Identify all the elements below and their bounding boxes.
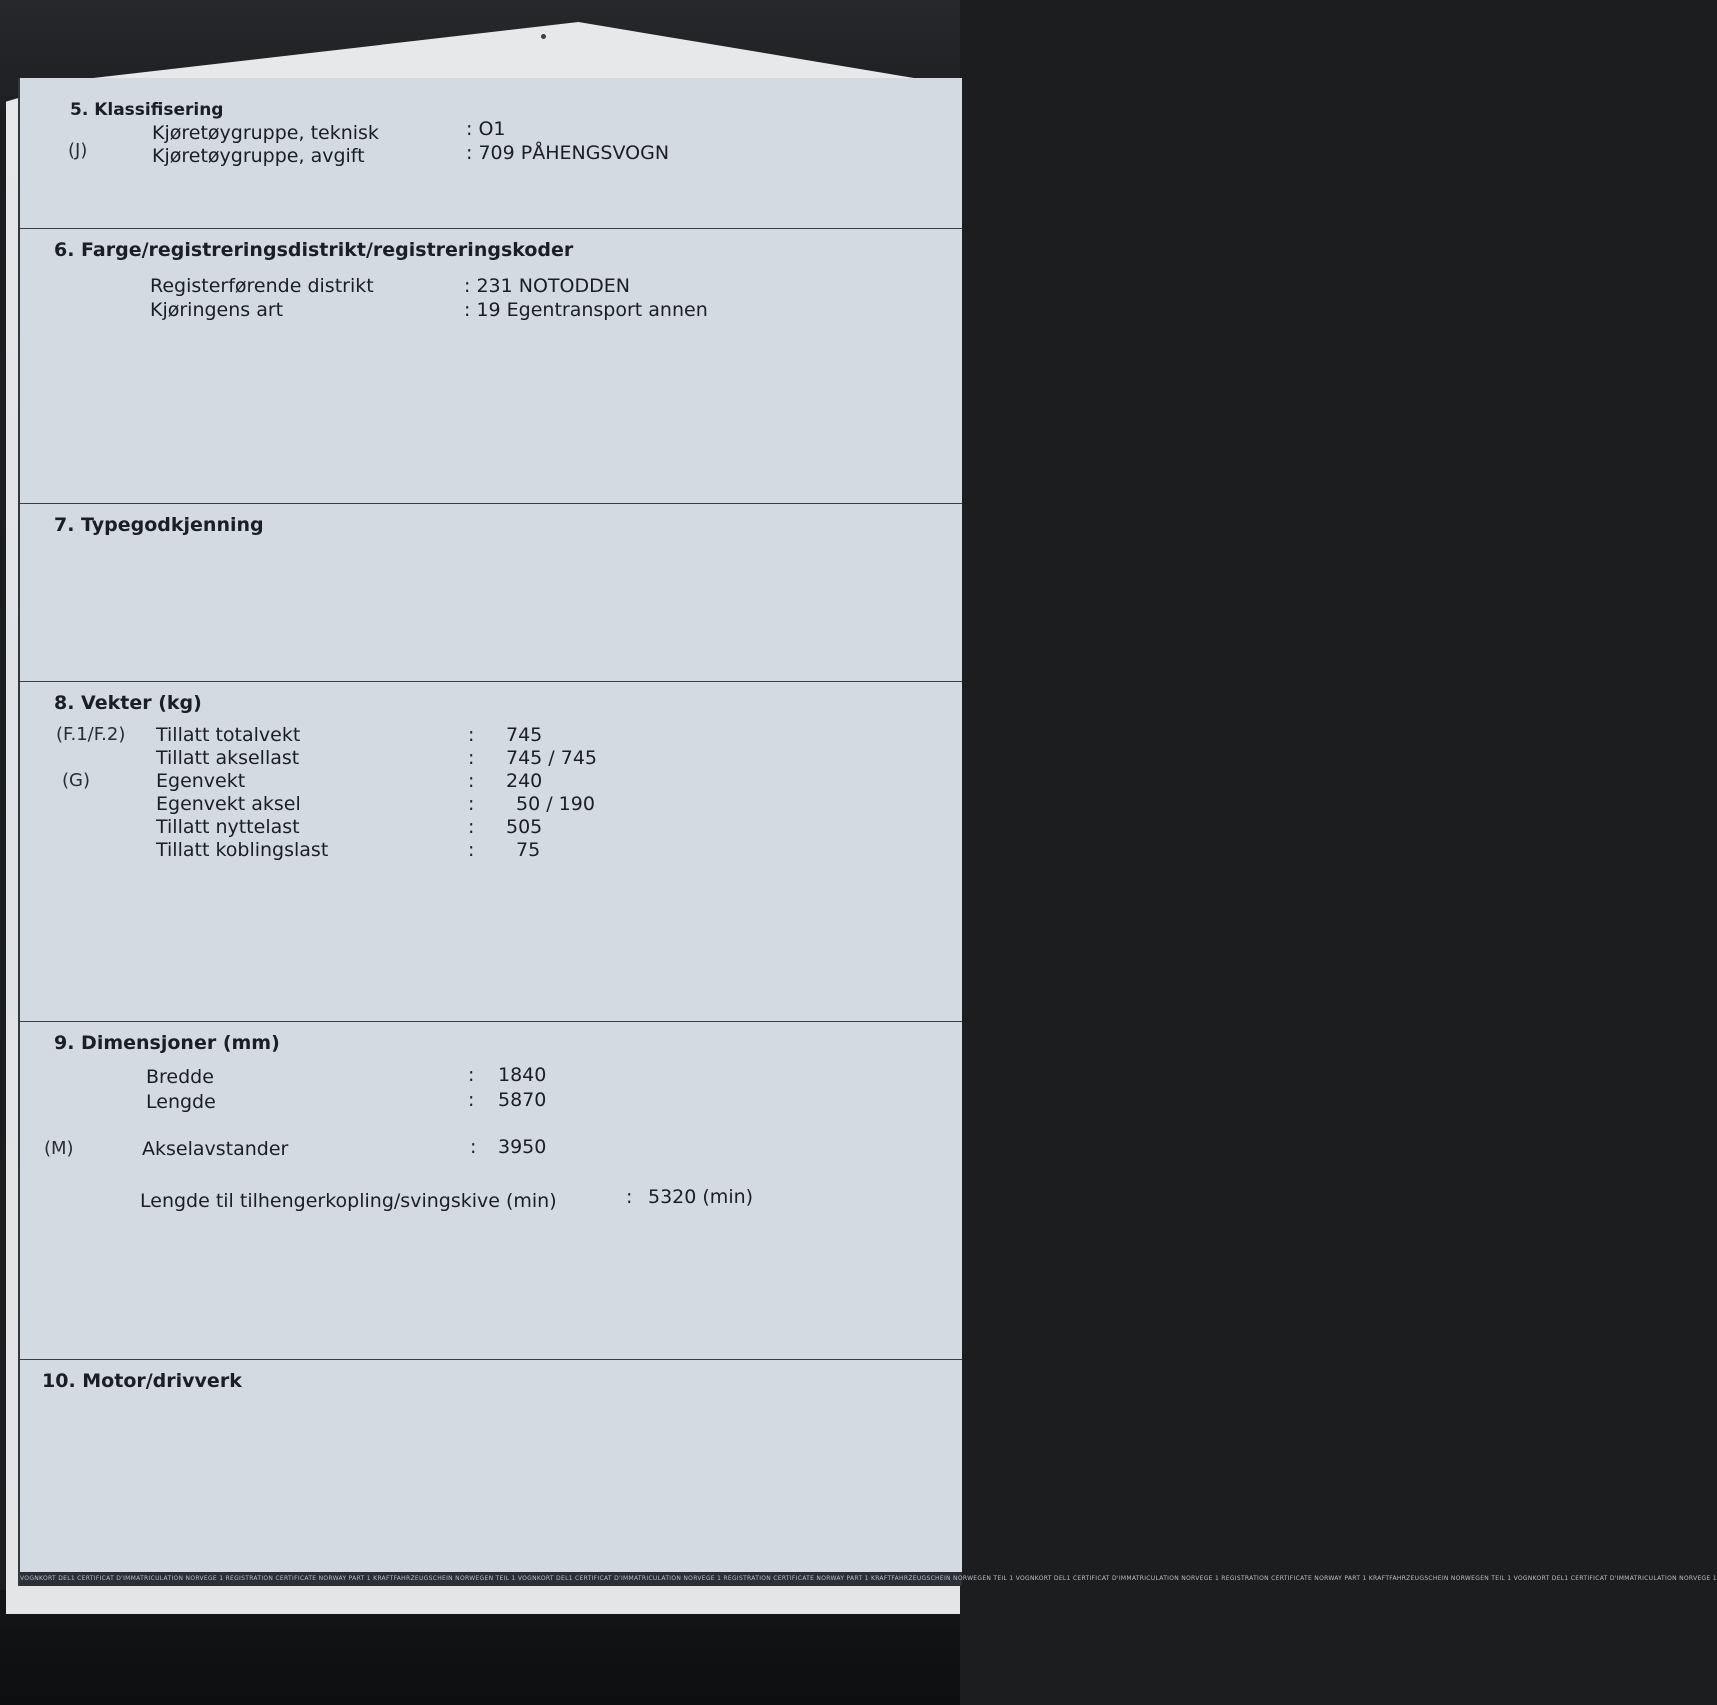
colon: :	[468, 770, 475, 792]
value-axle-distance: 3950	[498, 1136, 547, 1158]
colon: :	[468, 839, 475, 861]
section-title-district: 6. Farge/registreringsdistrikt/registreringskoder	[54, 239, 574, 261]
label-axle-distance: Akselavstander	[142, 1138, 289, 1160]
colon: :	[468, 1089, 475, 1111]
section-dimensions	[20, 1021, 962, 1360]
section-title-weights: 8. Vekter (kg)	[54, 692, 202, 714]
value-vehicle-group-technical: : O1	[466, 118, 506, 140]
security-print-band: VOGNKORT DEL1 CERTIFICAT D'IMMATRICULATION NORVEGE 1 REGISTRATION CERTIFICATE NORWAY PART 1 KRAFTFAHRZEUGSCHEIN NORWEGEN TEIL 1 VOGNKORT DEL1 CERTIFICAT D'IMMATRICULATION NORVEGE 1 REGISTRATION CERTIFICATE NORWAY PART 1 KRAFTFAHRZEUGSCHEIN NORWEGEN TEIL 1 VOGNKORT DEL1 CERTIFICAT D'IMMATRICULATION NORVEGE 1 REGISTRATION CERTIFICATE NORWAY PART 1 KRAFTFAHRZEUGSCHEIN NORWEGEN TEIL 1 VOGNKORT DEL1 CERTIFICAT D'IMMATRICULATION NORVEGE 1	[20, 1572, 962, 1586]
label-vehicle-group-tax: Kjøretøygruppe, avgift	[152, 145, 365, 167]
colon: :	[468, 793, 475, 815]
label-width: Bredde	[146, 1066, 214, 1088]
value-permitted-axle-load: 745 / 745	[506, 747, 598, 769]
section-type-approval	[20, 503, 962, 682]
section-color-district-codes	[20, 228, 962, 504]
section-title-classification: 5. Klassifisering	[70, 100, 224, 120]
value-curb-weight-axle: 50 / 190	[516, 793, 595, 815]
label-permitted-axle-load: Tillatt aksellast	[156, 747, 300, 769]
label-driving-type: Kjøringens art	[150, 299, 284, 321]
label-permitted-coupling-load: Tillatt koblingslast	[156, 839, 329, 861]
colon: :	[468, 724, 475, 746]
code-g: (G)	[62, 770, 90, 791]
label-vehicle-group-technical: Kjøretøygruppe, teknisk	[152, 122, 379, 144]
code-j: (J)	[68, 140, 88, 161]
value-width: 1840	[498, 1064, 547, 1086]
colon: :	[468, 747, 475, 769]
label-permitted-total-weight: Tillatt totalvekt	[156, 724, 301, 746]
label-registering-district: Registerførende distrikt	[150, 275, 374, 297]
colon: :	[468, 816, 475, 838]
label-curb-weight-axle: Egenvekt aksel	[156, 793, 301, 815]
punch-mark	[541, 34, 546, 39]
value-length: 5870	[498, 1089, 547, 1111]
value-permitted-payload: 505	[506, 816, 543, 838]
label-length-to-coupling: Lengde til tilhengerkopling/svingskive (min)	[140, 1190, 557, 1212]
section-title-engine: 10. Motor/drivverk	[42, 1370, 242, 1392]
code-m: (M)	[44, 1138, 74, 1159]
colon: :	[470, 1136, 477, 1158]
value-registering-district: : 231 NOTODDEN	[464, 275, 630, 297]
value-permitted-total-weight: 745	[506, 724, 543, 746]
value-driving-type: : 19 Egentransport annen	[464, 299, 708, 321]
value-permitted-coupling-load: 75	[516, 839, 541, 861]
section-weights	[20, 681, 962, 1022]
label-curb-weight: Egenvekt	[156, 770, 246, 792]
value-curb-weight: 240	[506, 770, 543, 792]
label-length: Lengde	[146, 1091, 216, 1113]
colon: :	[626, 1186, 633, 1208]
code-f1-f2: (F.1/F.2)	[56, 724, 126, 745]
label-permitted-payload: Tillatt nyttelast	[156, 816, 300, 838]
value-length-to-coupling: 5320 (min)	[648, 1186, 754, 1208]
section-engine-drivetrain	[20, 1359, 962, 1573]
colon: :	[468, 1064, 475, 1086]
section-classification	[20, 78, 962, 228]
section-title-type-approval: 7. Typegodkjenning	[54, 514, 264, 536]
registration-form	[18, 78, 1717, 1586]
section-title-dimensions: 9. Dimensjoner (mm)	[54, 1032, 280, 1054]
value-vehicle-group-tax: : 709 PÅHENGSVOGN	[466, 142, 670, 164]
